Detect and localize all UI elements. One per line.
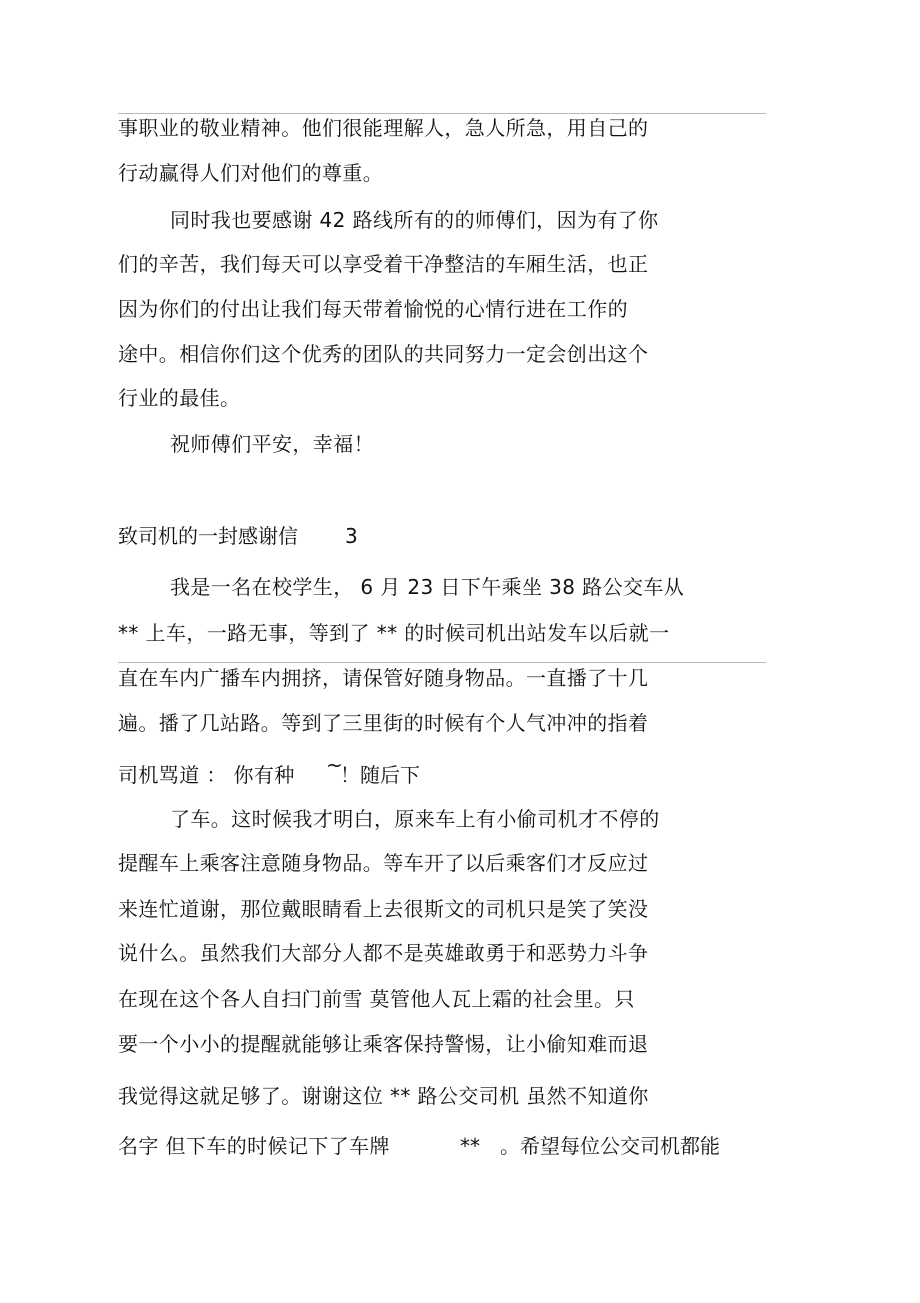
text-line: 了车。这时候我才明白，原来车上有小偷司机才不停的 [170,807,660,831]
text-line: 行动赢得人们对他们的尊重。 [118,161,384,185]
text-line: 因为你们的付出让我们每天带着愉悦的心情行进在工作的 [118,297,628,321]
page-rule-top [118,113,766,114]
text-line: 事职业的敬业精神。他们很能理解人，急人所急，用自己的 [118,116,649,140]
text-line: 要一个小小的提醒就能够让乘客保持警惕，让小偷知难而退 [118,1032,649,1056]
text-line: 司机骂道 ： 你有种 [118,763,295,787]
text-line: 我觉得这就足够了。谢谢这位 ** 路公交司机 虽然不知道你 [118,1084,649,1108]
text-line: 我是一名在校学生， 6 月 23 日下午乘坐 38 路公交车从 [170,575,685,599]
text-line: 途中。相信你们这个优秀的团队的共同努力一定会创出这个 [118,342,649,366]
page-rule-mid [118,662,766,663]
text-line: ！随后下 [340,763,420,787]
text-line: 说什么。虽然我们大部分人都不是英雄敢勇于和恶势力斗争 [118,941,649,965]
text-line: 在现在这个各人自扫门前雪 莫管他人瓦上霜的社会里。只 [118,987,635,1011]
text-line: 直在车内广播车内拥挤，请保管好随身物品。一直播了十几 [118,666,649,690]
text-line: 祝师傅们平安，幸福！ [170,432,374,456]
section-heading: 致司机的一封感谢信 [118,524,298,548]
text-line: 同时我也要感谢 42 路线所有的的师傅们，因为有了你 [170,208,659,232]
tilde-mark: ~ [326,753,343,777]
section-heading-number: 3 [345,524,358,548]
text-line: 名字 但下车的时候记下了车牌 [118,1134,390,1158]
text-line: 来连忙道谢，那位戴眼睛看上去很斯文的司机只是笑了笑没 [118,897,649,921]
text-line: 遍。播了几站路。等到了三里街的时候有个人气冲冲的指着 [118,711,649,735]
text-line: 行业的最佳。 [118,386,241,410]
text-line: ** 上车，一路无事，等到了 ** 的时候司机出站发车以后就一 [118,621,670,645]
text-line: 。希望每位公交司机都能 [500,1134,720,1158]
plate-mask: ** [460,1134,480,1158]
text-line: 们的辛苦，我们每天可以享受着干净整洁的车厢生活，也正 [118,252,649,276]
text-line: 提醒车上乘客注意随身物品。等车开了以后乘客们才反应过 [118,851,649,875]
